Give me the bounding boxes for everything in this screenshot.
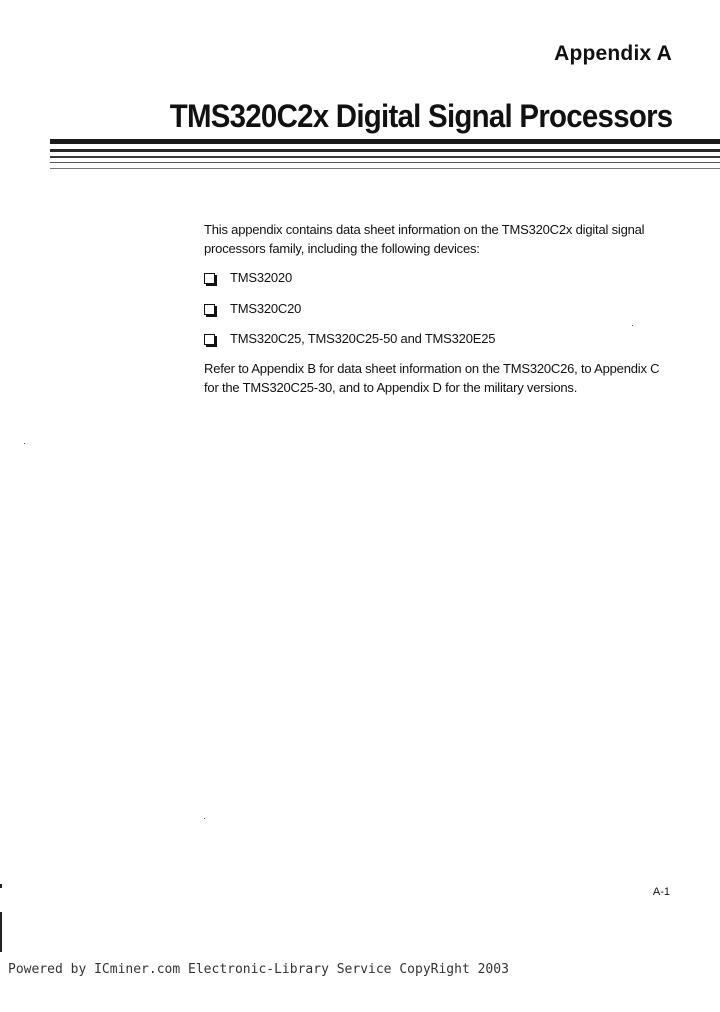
intro-paragraph: This appendix contains data sheet information on the TMS320C2x digital signal processors family, including the following devices:: [204, 222, 645, 256]
checkbox-bullet-icon: [204, 334, 215, 345]
page-number: A-1: [652, 886, 670, 898]
scan-speck: [24, 443, 25, 444]
device-list-item: [204, 330, 495, 348]
scan-speck: [632, 325, 633, 326]
rule-thick: [50, 139, 720, 144]
scan-edge-mark: [0, 884, 2, 888]
appendix-label: Appendix A: [554, 42, 672, 65]
scan-speck: [204, 818, 205, 819]
device-name: TMS320C20: [230, 301, 302, 316]
scan-edge-mark: [0, 912, 2, 952]
outro-paragraph: Refer to Appendix B for data sheet information on the TMS320C26, to Appendix C for the TMS320C25-30, and to Appendix D for the military versions.: [204, 361, 660, 395]
rule-thin-2: [50, 162, 720, 163]
rule-hairline: [50, 168, 720, 169]
chapter-title: TMS320C2x Digital Signal Processors: [169, 98, 672, 134]
rule-medium: [50, 149, 720, 152]
checkbox-bullet-icon: [204, 273, 215, 284]
title-rules: [50, 137, 720, 173]
rule-thin-1: [50, 156, 720, 158]
device-name: TMS320C25, TMS320C25-50 and TMS320E25: [230, 331, 496, 346]
device-list-item: [204, 269, 292, 287]
device-list-item: [204, 300, 301, 318]
checkbox-bullet-icon: [204, 304, 215, 315]
device-name: TMS32020: [230, 270, 292, 285]
footer-copyright: Powered by ICminer.com Electronic-Library Service CopyRight 2003: [8, 962, 509, 977]
